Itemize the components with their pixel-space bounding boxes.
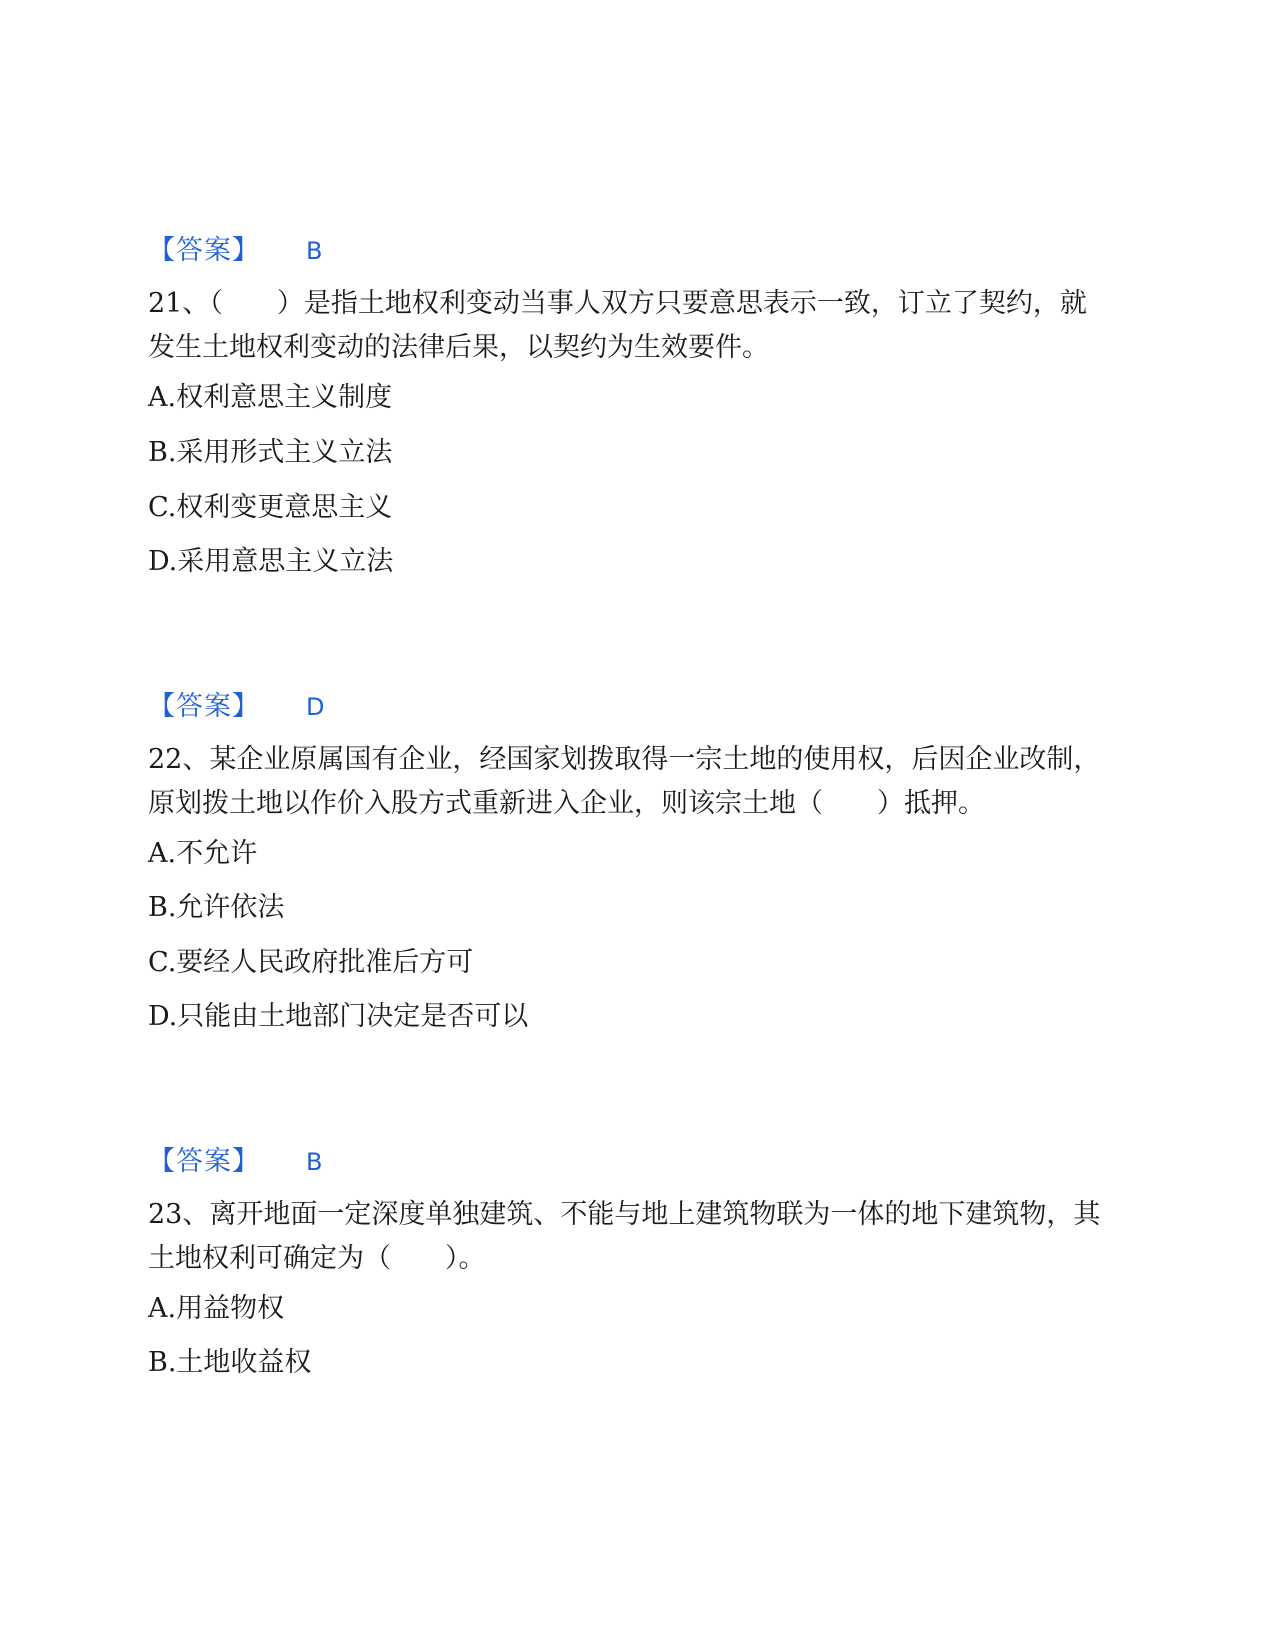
option-d: D.采用意思主义立法 xyxy=(148,546,394,577)
option-c: C.要经人民政府批准后方可 xyxy=(148,947,474,978)
option-a: A.不允许 xyxy=(148,838,258,869)
answer-label: 【答案】 xyxy=(148,235,260,266)
option-d: D.只能由土地部门决定是否可以 xyxy=(148,1001,529,1032)
answer-value: B xyxy=(306,237,323,265)
question-text: 21、（ ）是指土地权利变动当事人双方只要意思表示一致，订立了契约，就发生土地权利变动的法律后果，以契约为生效要件。 xyxy=(148,288,1087,363)
option-a: A.用益物权 xyxy=(148,1293,285,1324)
answer-value: D xyxy=(306,693,325,721)
option-b: B.允许依法 xyxy=(148,892,285,923)
answer-label: 【答案】 xyxy=(148,1146,260,1177)
option-b: B.土地收益权 xyxy=(148,1347,312,1378)
answer-value: B xyxy=(306,1148,323,1176)
answer-line xyxy=(148,1141,322,1181)
question-text: 23、离开地面一定深度单独建筑、不能与地上建筑物联为一体的地下建筑物，其土地权利可确定为（ ）。 xyxy=(148,1199,1101,1274)
option-b: B.采用形式主义立法 xyxy=(148,437,393,468)
option-a: A.权利意思主义制度 xyxy=(148,382,393,413)
answer-line xyxy=(148,686,324,726)
answer-label: 【答案】 xyxy=(148,691,260,722)
answer-line xyxy=(148,230,322,270)
option-c: C.权利变更意思主义 xyxy=(148,492,393,523)
question-text: 22、某企业原属国有企业，经国家划拨取得一宗土地的使用权，后因企业改制，原划拨土地以作价入股方式重新进入企业，则该宗土地（ ）抵押。 xyxy=(148,744,1101,819)
